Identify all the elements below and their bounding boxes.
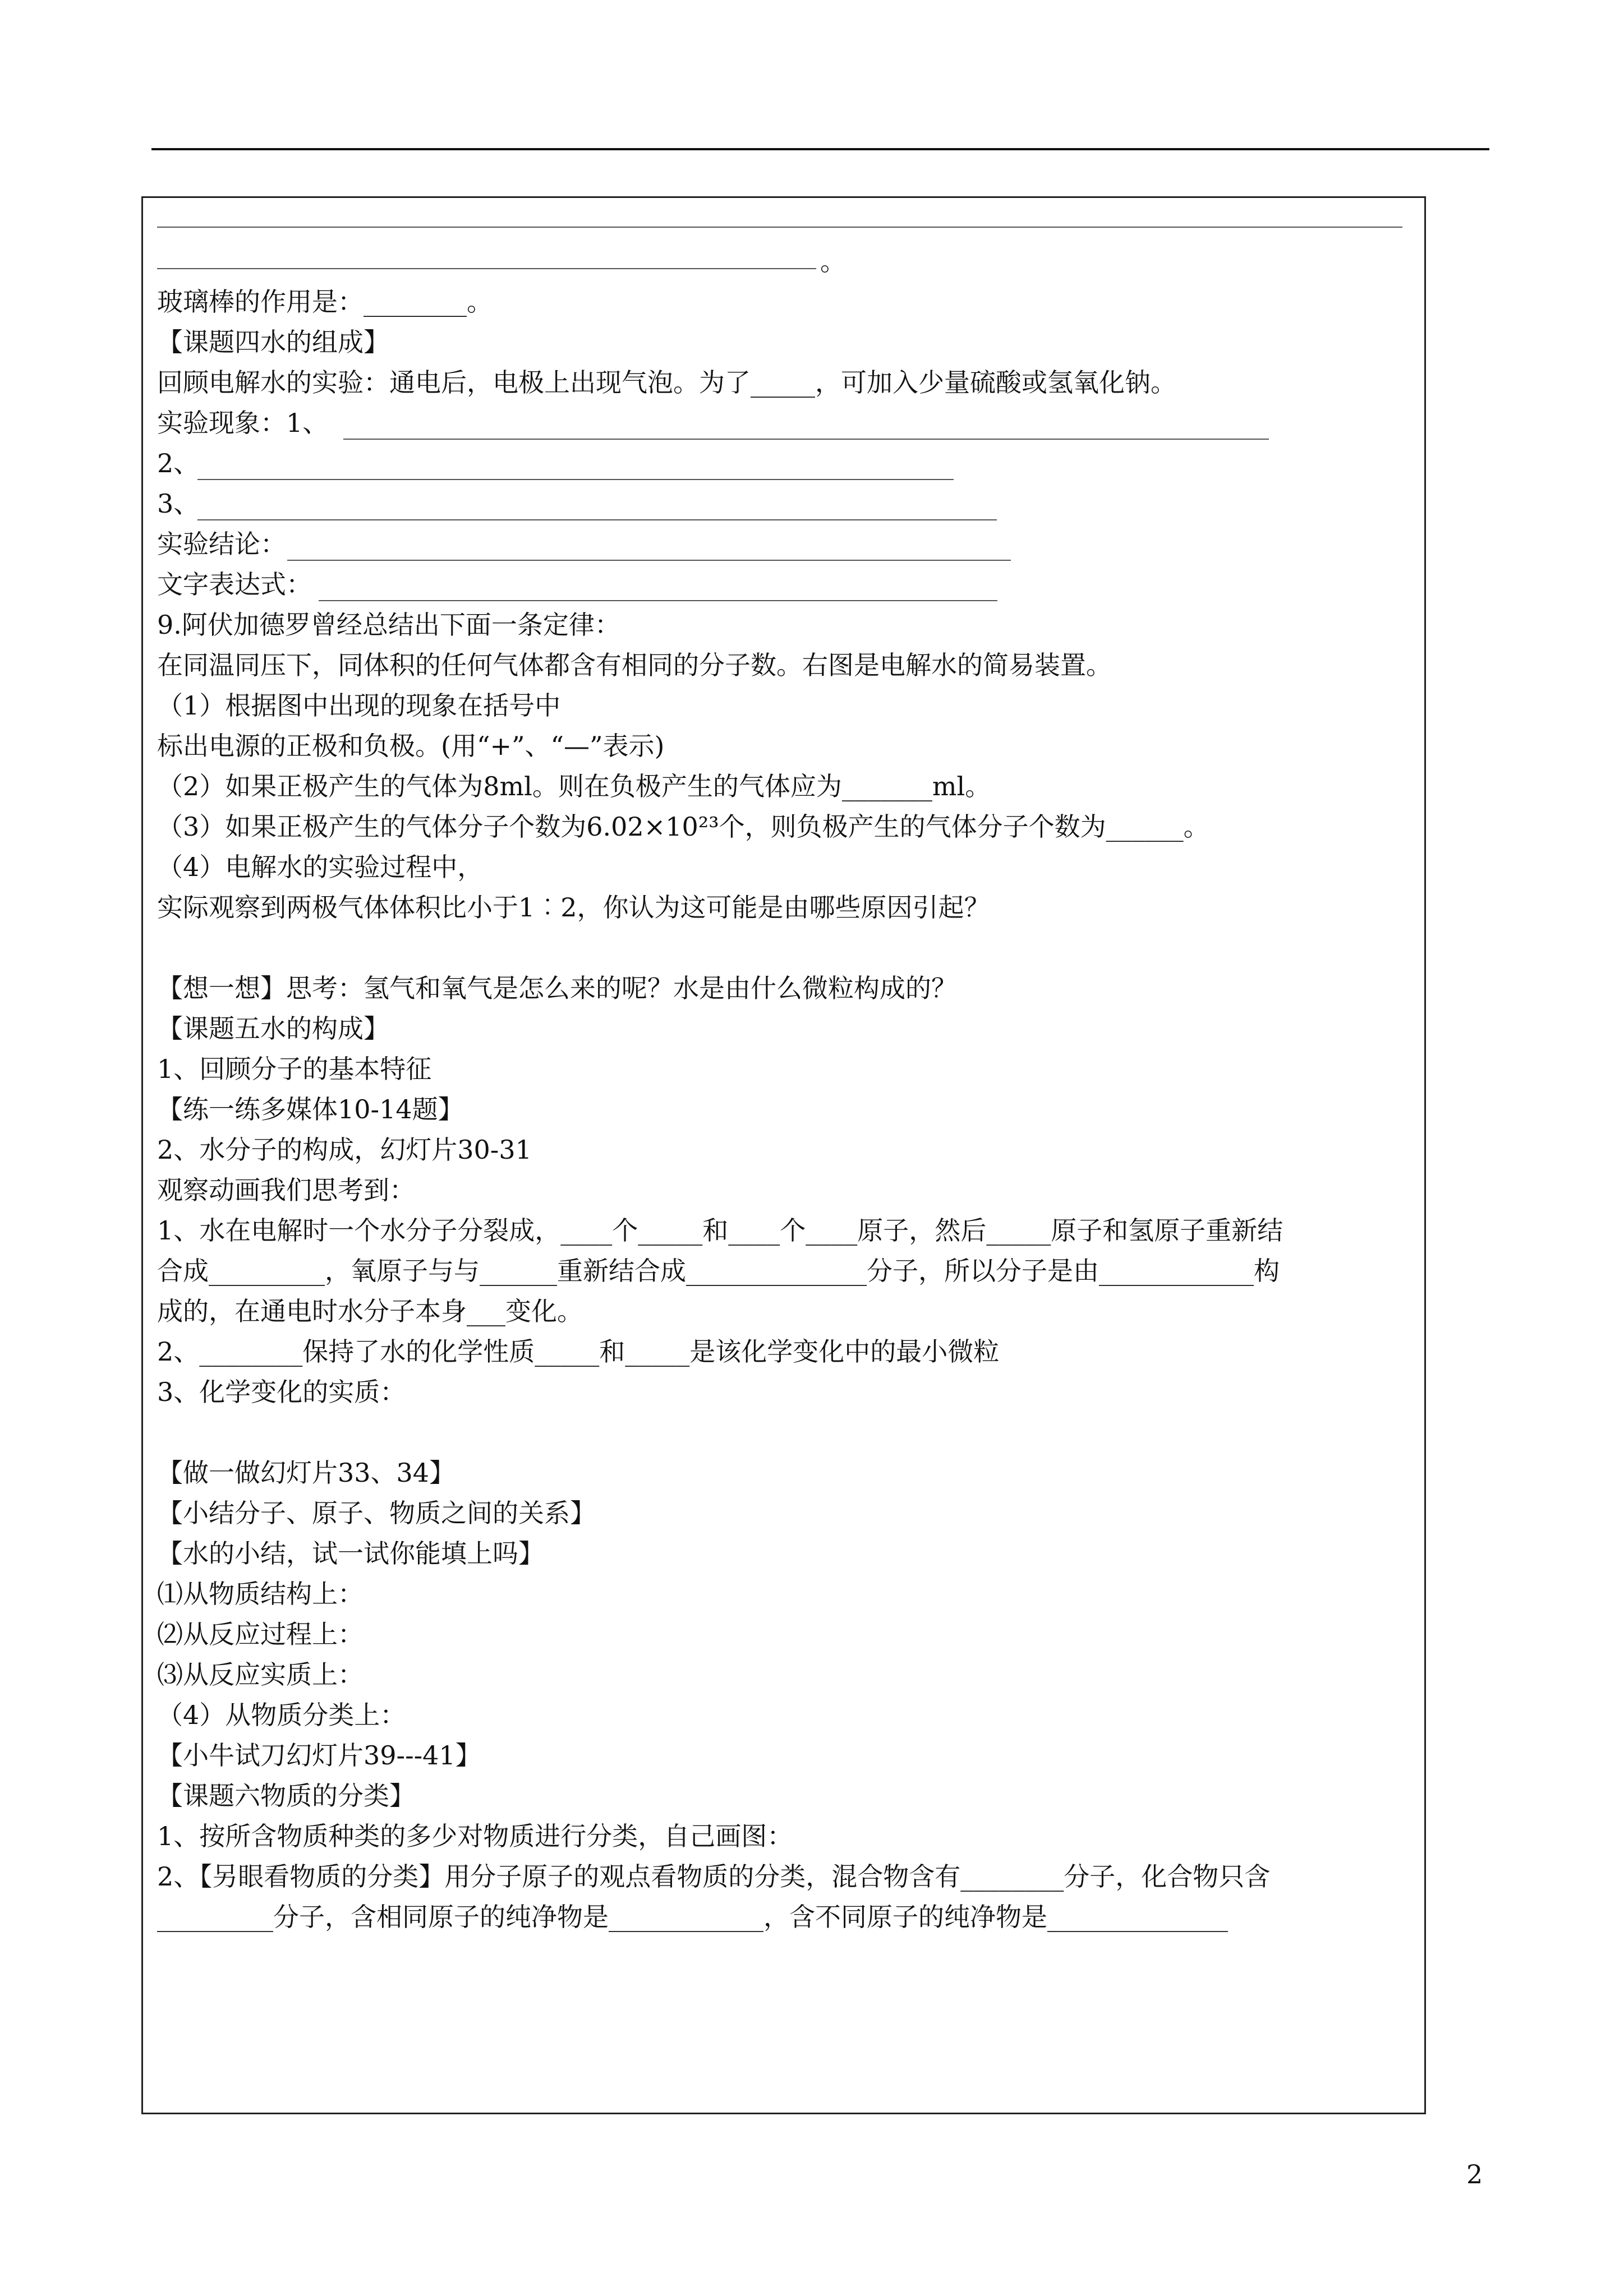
text-line: 2、________保持了水的化学性质_____和_____是该化学变化中的最小微粒 (157, 1336, 1000, 1367)
section-heading: 【课题六物质的分类】 (157, 1781, 415, 1811)
text-line: 9.阿伏加德罗曾经总结出下面一条定律： (157, 610, 620, 640)
answer-blank-line (343, 439, 1269, 440)
text-line: 【小牛试刀幻灯片39---41】 (157, 1740, 481, 1771)
text-line: 【水的小结，试一试你能填上吗】 (157, 1538, 544, 1569)
text-line: 成的，在通电时水分子本身___变化。 (157, 1296, 583, 1326)
answer-blank-line (197, 479, 954, 480)
header-rule (151, 148, 1489, 150)
text-line: 2、【另眼看物质的分类】用分子原子的观点看物质的分类，混合物含有________分子，化合物只含 (157, 1861, 1271, 1892)
answer-blank-line (287, 560, 1011, 561)
text-line: 【想一想】思考：氢气和氧气是怎么来的呢？水是由什么微粒构成的？ (157, 973, 957, 1003)
text-line: _________分子，含相同原子的纯净物是____________，含不同原子的纯净物是______________ (157, 1902, 1228, 1932)
text-line: 【小结分子、原子、物质之间的关系】 (157, 1498, 596, 1528)
text-line: 玻璃棒的作用是：________。 (157, 287, 493, 317)
text-line: 1、水在电解时一个水分子分裂成，____个_____和____个____原子，然后_____原子和氢原子重新结 (157, 1215, 1283, 1246)
text-line: 实验现象：1、 (157, 408, 329, 438)
text-line: 标出电源的正极和负极。(用“+”、“—”表示) (157, 731, 665, 761)
text-line: ⑶从反应实质上： (157, 1659, 364, 1690)
text-line: 【做一做幻灯片33、34】 (157, 1458, 456, 1488)
answer-blank-line (157, 227, 1402, 228)
text-line: 【练一练多媒体10-14题】 (157, 1094, 464, 1124)
text-line: 在同温同压下，同体积的任何气体都含有相同的分子数。右图是电解水的简易装置。 (157, 650, 1112, 680)
text-line: 1、按所含物质种类的多少对物质进行分类，自己画图： (157, 1821, 793, 1851)
text-line: （1）根据图中出现的现象在括号中 (157, 690, 561, 721)
page-number: 2 (1466, 2159, 1483, 2189)
answer-blank-line (197, 519, 997, 520)
text-line: 实际观察到两极气体体积比小于1︰2，你认为这可能是由哪些原因引起？ (157, 892, 990, 923)
section-heading: 【课题四水的组成】 (157, 327, 389, 357)
answer-blank-line (319, 600, 997, 601)
text-line: （4）电解水的实验过程中， (157, 852, 484, 882)
text-line: （4）从物质分类上： (157, 1700, 406, 1730)
text-line: （2）如果正极产生的气体为8ml。则在负极产生的气体应为_______ml。 (157, 771, 991, 801)
text-line: （3）如果正极产生的气体分子个数为6.02×10²³个，则负极产生的气体分子个数为______。 (157, 812, 1209, 842)
text-line: 合成_________，氧原子与与______重新结合成______________分子，所以分子是由____________构 (157, 1256, 1280, 1286)
answer-blank-line (157, 268, 816, 269)
text-line: 1、回顾分子的基本特征 (157, 1054, 432, 1084)
text-line: 实验结论： (157, 529, 286, 559)
text-line: 2、 (157, 448, 200, 478)
text-line: 3、化学变化的实质： (157, 1377, 406, 1407)
text-line: 2、水分子的构成，幻灯片30-31 (157, 1135, 532, 1165)
text-line: 文字表达式： (157, 569, 312, 600)
text-line: ⑴从物质结构上： (157, 1579, 364, 1609)
section-heading: 【课题五水的构成】 (157, 1013, 389, 1044)
text-line: ⑵从反应过程上： (157, 1619, 364, 1649)
text-line: 3、 (157, 488, 200, 519)
text-line: 回顾电解水的实验：通电后，电极上出现气泡。为了_____，可加入少量硫酸或氢氧化钠。 (157, 367, 1176, 398)
period-mark: 。 (820, 246, 846, 276)
text-line: 观察动画我们思考到： (157, 1175, 415, 1205)
